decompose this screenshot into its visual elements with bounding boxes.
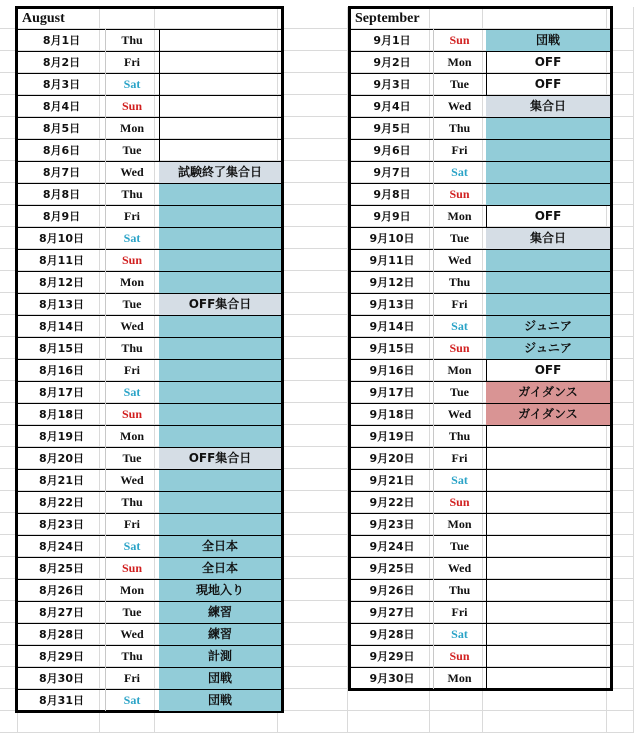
event-cell[interactable]: 団戦: [159, 690, 281, 711]
date-cell[interactable]: 9月14日: [369, 320, 415, 333]
grid-cell: [278, 623, 348, 645]
grid-cell: [278, 513, 348, 535]
grid-cell: [278, 425, 348, 447]
date-cell[interactable]: 9月10日: [369, 232, 415, 245]
weekday-cell[interactable]: Fri: [124, 209, 140, 223]
table-row: [18, 535, 281, 557]
event-cell[interactable]: [486, 470, 610, 491]
grid-cell: [278, 359, 348, 381]
weekday-cell[interactable]: Mon: [120, 583, 144, 597]
date-cell[interactable]: 9月27日: [369, 606, 415, 619]
date-cell[interactable]: 9月20日: [369, 452, 415, 465]
weekday-cell[interactable]: Tue: [122, 451, 142, 465]
event-cell[interactable]: ジュニア: [486, 316, 610, 337]
event-cell[interactable]: 現地入り: [159, 580, 281, 601]
grid-cell: [278, 161, 348, 183]
event-cell[interactable]: [486, 426, 610, 447]
weekday-cell[interactable]: Sat: [123, 231, 141, 245]
grid-cell: [430, 711, 483, 733]
grid-cell: [278, 381, 348, 403]
event-cell[interactable]: [159, 228, 281, 249]
weekday-cell[interactable]: Fri: [451, 143, 468, 157]
grid-cell: [18, 711, 100, 733]
grid-cell: [430, 689, 483, 711]
weekday-cell[interactable]: Sat: [123, 77, 141, 91]
date-cell[interactable]: 8月5日: [42, 122, 81, 135]
date-cell[interactable]: 8月27日: [39, 606, 84, 619]
weekday-cell[interactable]: Sun: [121, 407, 143, 421]
table-row: [18, 29, 281, 51]
weekday-cell[interactable]: Sat: [451, 627, 468, 641]
date-cell[interactable]: 8月24日: [39, 540, 84, 553]
table-row: [351, 645, 610, 667]
date-cell[interactable]: 9月17日: [369, 386, 415, 399]
weekday-cell[interactable]: Fri: [124, 671, 140, 685]
table-row: [18, 183, 281, 205]
event-cell[interactable]: [159, 316, 281, 337]
table-row: [18, 271, 281, 293]
weekday-cell[interactable]: Sat: [123, 693, 141, 707]
table-row: [351, 535, 610, 557]
table-row: [18, 293, 281, 315]
table-row: [351, 117, 610, 139]
weekday-cell[interactable]: Mon: [447, 209, 472, 223]
weekday-cell[interactable]: Sat: [451, 473, 468, 487]
table-row: [351, 381, 610, 403]
date-cell[interactable]: 9月22日: [369, 496, 415, 509]
date-cell[interactable]: 9月6日: [373, 144, 411, 157]
weekday-cell[interactable]: Sun: [121, 253, 143, 267]
date-cell[interactable]: 9月16日: [369, 364, 415, 377]
date-cell[interactable]: 9月4日: [373, 100, 411, 113]
grid-cell: [278, 337, 348, 359]
date-cell[interactable]: 8月4日: [42, 100, 81, 113]
date-cell[interactable]: 8月19日: [39, 430, 84, 443]
date-cell[interactable]: 9月24日: [369, 540, 415, 553]
date-cell[interactable]: 8月6日: [42, 144, 81, 157]
event-cell[interactable]: [159, 140, 281, 161]
event-cell[interactable]: [159, 272, 281, 293]
event-cell[interactable]: [486, 558, 610, 579]
table-row: [18, 579, 281, 601]
weekday-cell[interactable]: Mon: [120, 121, 144, 135]
date-cell[interactable]: 8月20日: [39, 452, 84, 465]
table-row: [351, 425, 610, 447]
weekday-cell[interactable]: Wed: [120, 627, 144, 641]
grid-cell: [278, 447, 348, 469]
weekday-cell[interactable]: Fri: [124, 517, 140, 531]
event-cell[interactable]: [486, 646, 610, 667]
date-cell[interactable]: 9月1日: [373, 34, 411, 47]
weekday-cell[interactable]: Thu: [121, 187, 143, 201]
weekday-cell[interactable]: Tue: [450, 231, 469, 245]
event-cell[interactable]: 団戦: [486, 30, 610, 51]
grid-cell: [278, 95, 348, 117]
grid-cell: [278, 667, 348, 689]
weekday-cell[interactable]: Sun: [449, 649, 470, 663]
date-cell[interactable]: 9月23日: [369, 518, 415, 531]
weekday-cell[interactable]: Mon: [447, 363, 472, 377]
grid-cell: [278, 579, 348, 601]
date-cell[interactable]: 9月9日: [373, 210, 411, 223]
weekday-cell[interactable]: Fri: [451, 297, 468, 311]
event-cell[interactable]: 集合日: [486, 96, 610, 117]
event-cell[interactable]: 練習: [159, 624, 281, 645]
grid-cell: [278, 711, 348, 733]
table-row: [18, 359, 281, 381]
date-cell[interactable]: 9月21日: [369, 474, 415, 487]
weekday-cell[interactable]: Sun: [449, 187, 470, 201]
date-cell[interactable]: 8月15日: [39, 342, 84, 355]
table-row: [18, 73, 281, 95]
grid-cell: [278, 117, 348, 139]
grid-cell: [100, 711, 155, 733]
date-cell[interactable]: 8月3日: [42, 78, 81, 91]
event-cell[interactable]: 全日本: [159, 536, 281, 557]
event-cell[interactable]: [159, 492, 281, 513]
weekday-cell[interactable]: Wed: [447, 253, 472, 267]
date-cell[interactable]: 8月12日: [39, 276, 84, 289]
table-row: [351, 29, 610, 51]
event-cell[interactable]: [486, 118, 610, 139]
date-cell[interactable]: 9月11日: [369, 254, 415, 267]
event-cell[interactable]: [159, 52, 281, 73]
table-row: [18, 557, 281, 579]
grid-cell: [278, 315, 348, 337]
weekday-cell[interactable]: Tue: [122, 297, 142, 311]
event-cell[interactable]: [159, 118, 281, 139]
date-cell[interactable]: 8月2日: [42, 56, 81, 69]
weekday-cell[interactable]: Tue: [450, 77, 469, 91]
table-row: [18, 491, 281, 513]
event-cell[interactable]: [486, 624, 610, 645]
date-cell[interactable]: 8月22日: [39, 496, 84, 509]
weekday-cell[interactable]: Sun: [121, 99, 143, 113]
event-cell[interactable]: [486, 140, 610, 161]
table-row: [18, 513, 281, 535]
date-cell[interactable]: 8月10日: [39, 232, 84, 245]
table-row: [18, 249, 281, 271]
event-cell[interactable]: 計測: [159, 646, 281, 667]
event-cell[interactable]: 団戦: [159, 668, 281, 689]
grid-cell: [348, 711, 430, 733]
table-row: [351, 667, 610, 689]
date-cell[interactable]: 9月12日: [369, 276, 415, 289]
date-cell[interactable]: 8月7日: [42, 166, 81, 179]
event-cell[interactable]: [159, 30, 281, 51]
table-row: [351, 227, 610, 249]
grid-cell: [278, 183, 348, 205]
event-cell[interactable]: [486, 184, 610, 205]
grid-cell: [278, 601, 348, 623]
table-row: [351, 293, 610, 315]
date-cell[interactable]: 8月14日: [39, 320, 84, 333]
weekday-cell[interactable]: Mon: [120, 429, 144, 443]
event-cell[interactable]: 練習: [159, 602, 281, 623]
weekday-cell[interactable]: Wed: [120, 319, 144, 333]
event-cell[interactable]: [159, 404, 281, 425]
event-cell[interactable]: [486, 272, 610, 293]
grid-cell: [278, 29, 348, 51]
event-cell[interactable]: [486, 514, 610, 535]
table-row: [351, 183, 610, 205]
date-cell[interactable]: 9月30日: [369, 672, 415, 685]
table-row: [351, 557, 610, 579]
weekday-cell[interactable]: Sun: [121, 561, 143, 575]
table-row: [351, 205, 610, 227]
weekday-cell[interactable]: Wed: [120, 165, 144, 179]
table-row: [18, 645, 281, 667]
september-table: [348, 6, 613, 691]
weekday-cell[interactable]: Mon: [447, 517, 472, 531]
event-cell[interactable]: [486, 668, 610, 689]
weekday-cell[interactable]: Fri: [451, 451, 468, 465]
table-row: [351, 403, 610, 425]
date-cell[interactable]: 8月26日: [39, 584, 84, 597]
weekday-cell[interactable]: Fri: [124, 55, 140, 69]
event-cell[interactable]: [486, 536, 610, 557]
grid-cell: [278, 139, 348, 161]
event-cell[interactable]: OFF集合日: [159, 448, 281, 469]
grid-cell: [278, 645, 348, 667]
date-cell[interactable]: 8月18日: [39, 408, 84, 421]
event-cell[interactable]: [486, 602, 610, 623]
table-row: [351, 447, 610, 469]
date-cell[interactable]: 8月17日: [39, 386, 84, 399]
date-cell[interactable]: 9月15日: [369, 342, 415, 355]
grid-cell: [278, 491, 348, 513]
event-cell[interactable]: ガイダンス: [486, 382, 610, 403]
date-cell[interactable]: 9月5日: [373, 122, 411, 135]
weekday-cell[interactable]: Thu: [448, 429, 471, 443]
august-title: August: [22, 11, 65, 26]
date-cell[interactable]: 8月21日: [39, 474, 84, 487]
grid-cell: [278, 227, 348, 249]
table-row: [351, 601, 610, 623]
table-row: [351, 51, 610, 73]
table-row: [351, 491, 610, 513]
grid-cell: [278, 535, 348, 557]
weekday-cell[interactable]: Wed: [120, 473, 144, 487]
table-row: [18, 95, 281, 117]
date-cell[interactable]: 9月29日: [369, 650, 415, 663]
event-cell[interactable]: [486, 250, 610, 271]
weekday-cell[interactable]: Tue: [450, 385, 469, 399]
table-row: [351, 315, 610, 337]
event-cell[interactable]: [159, 206, 281, 227]
grid-cell: [348, 689, 430, 711]
table-row: [18, 205, 281, 227]
event-cell[interactable]: OFF集合日: [159, 294, 281, 315]
table-row: [18, 447, 281, 469]
event-cell[interactable]: [159, 426, 281, 447]
date-cell[interactable]: 8月28日: [39, 628, 84, 641]
date-cell[interactable]: 8月13日: [39, 298, 84, 311]
weekday-cell[interactable]: Wed: [447, 561, 472, 575]
date-cell[interactable]: 8月1日: [42, 34, 81, 47]
event-cell[interactable]: 集合日: [486, 228, 610, 249]
weekday-cell[interactable]: Sat: [123, 539, 141, 553]
table-row: [351, 139, 610, 161]
grid-cell: [0, 711, 18, 733]
table-row: [351, 469, 610, 491]
table-row: [351, 337, 610, 359]
table-row: [18, 117, 281, 139]
date-cell[interactable]: 9月8日: [373, 188, 411, 201]
grid-cell: [278, 469, 348, 491]
weekday-cell[interactable]: Sun: [449, 495, 470, 509]
grid-cell: [278, 271, 348, 293]
event-cell[interactable]: [486, 492, 610, 513]
grid-cell: [607, 689, 634, 711]
table-row: [351, 271, 610, 293]
event-cell[interactable]: ガイダンス: [486, 404, 610, 425]
table-row: [18, 689, 281, 711]
date-cell[interactable]: 8月9日: [42, 210, 81, 223]
weekday-cell[interactable]: Thu: [448, 275, 471, 289]
event-cell[interactable]: [486, 162, 610, 183]
grid-cell: [483, 711, 607, 733]
grid-cell: [155, 711, 278, 733]
date-cell[interactable]: 8月11日: [39, 254, 84, 267]
weekday-cell[interactable]: Sat: [123, 385, 141, 399]
grid-cell: [278, 689, 348, 711]
table-row: [18, 381, 281, 403]
date-cell[interactable]: 9月7日: [373, 166, 411, 179]
table-row: [351, 513, 610, 535]
table-row: [18, 601, 281, 623]
table-row: [18, 51, 281, 73]
table-row: [18, 227, 281, 249]
event-cell[interactable]: OFF: [534, 363, 562, 377]
weekday-cell[interactable]: Tue: [122, 143, 142, 157]
date-cell[interactable]: 9月19日: [369, 430, 415, 443]
event-cell[interactable]: [486, 580, 610, 601]
grid-cell: [278, 7, 348, 29]
grid-cell: [278, 51, 348, 73]
date-cell[interactable]: 8月30日: [39, 672, 84, 685]
event-cell[interactable]: [486, 448, 610, 469]
table-row: [18, 315, 281, 337]
grid-cell: [278, 249, 348, 271]
weekday-cell[interactable]: Wed: [447, 407, 472, 421]
event-cell[interactable]: [159, 514, 281, 535]
table-row: [18, 623, 281, 645]
weekday-cell[interactable]: Sat: [451, 319, 468, 333]
event-cell[interactable]: [159, 360, 281, 381]
date-cell[interactable]: 9月26日: [369, 584, 415, 597]
weekday-cell[interactable]: Mon: [120, 275, 144, 289]
date-cell[interactable]: 8月16日: [39, 364, 84, 377]
table-row: [18, 425, 281, 447]
weekday-cell[interactable]: Fri: [451, 605, 468, 619]
table-row: [18, 403, 281, 425]
date-cell[interactable]: 9月2日: [373, 56, 411, 69]
weekday-cell[interactable]: Thu: [121, 341, 143, 355]
table-row: [18, 667, 281, 689]
weekday-cell[interactable]: Sun: [449, 33, 470, 47]
event-cell[interactable]: OFF: [534, 55, 562, 69]
august-table: [15, 6, 284, 713]
weekday-cell[interactable]: Thu: [448, 583, 471, 597]
event-cell[interactable]: [159, 470, 281, 491]
date-cell[interactable]: 9月13日: [369, 298, 415, 311]
date-cell[interactable]: 9月28日: [369, 628, 415, 641]
table-row: [351, 161, 610, 183]
table-row: [351, 579, 610, 601]
grid-cell: [278, 73, 348, 95]
date-cell[interactable]: 9月18日: [369, 408, 415, 421]
weekday-cell[interactable]: Thu: [121, 33, 143, 47]
grid-cell: [278, 403, 348, 425]
grid-cell: [278, 293, 348, 315]
weekday-cell[interactable]: Fri: [124, 363, 140, 377]
weekday-cell[interactable]: Mon: [447, 55, 472, 69]
event-cell[interactable]: 試験終了集合日: [159, 162, 281, 183]
date-cell[interactable]: 8月29日: [39, 650, 84, 663]
table-row: [351, 249, 610, 271]
weekday-cell[interactable]: Thu: [448, 121, 471, 135]
table-row: [18, 469, 281, 491]
weekday-cell[interactable]: Mon: [447, 671, 472, 685]
event-cell[interactable]: [486, 294, 610, 315]
table-row: [18, 161, 281, 183]
grid-cell: [278, 557, 348, 579]
event-cell[interactable]: 全日本: [159, 558, 281, 579]
event-cell[interactable]: [159, 382, 281, 403]
date-cell[interactable]: 8月8日: [42, 188, 81, 201]
table-row: [18, 139, 281, 161]
event-cell[interactable]: OFF: [534, 209, 562, 223]
table-row: [18, 337, 281, 359]
date-cell[interactable]: 8月31日: [39, 694, 84, 707]
event-cell[interactable]: [159, 250, 281, 271]
weekday-cell[interactable]: Sun: [449, 341, 470, 355]
weekday-cell[interactable]: Tue: [450, 539, 469, 553]
date-cell[interactable]: 8月23日: [39, 518, 84, 531]
weekday-cell[interactable]: Sat: [451, 165, 468, 179]
table-row: [351, 623, 610, 645]
weekday-cell[interactable]: Thu: [121, 495, 143, 509]
weekday-cell[interactable]: Thu: [121, 649, 143, 663]
grid-cell: [607, 711, 634, 733]
grid-cell: [483, 689, 607, 711]
event-cell[interactable]: OFF: [534, 77, 562, 91]
date-cell[interactable]: 9月25日: [369, 562, 415, 575]
event-cell[interactable]: [159, 338, 281, 359]
date-cell[interactable]: 8月25日: [39, 562, 84, 575]
date-cell[interactable]: 9月3日: [373, 78, 411, 91]
table-row: [351, 359, 610, 381]
weekday-cell[interactable]: Tue: [122, 605, 142, 619]
event-cell[interactable]: [159, 96, 281, 117]
event-cell[interactable]: [159, 74, 281, 95]
grid-cell: [278, 205, 348, 227]
weekday-cell[interactable]: Wed: [447, 99, 472, 113]
table-row: [351, 73, 610, 95]
event-cell[interactable]: [159, 184, 281, 205]
september-title: September: [355, 11, 420, 26]
table-row: [351, 95, 610, 117]
event-cell[interactable]: ジュニア: [486, 338, 610, 359]
